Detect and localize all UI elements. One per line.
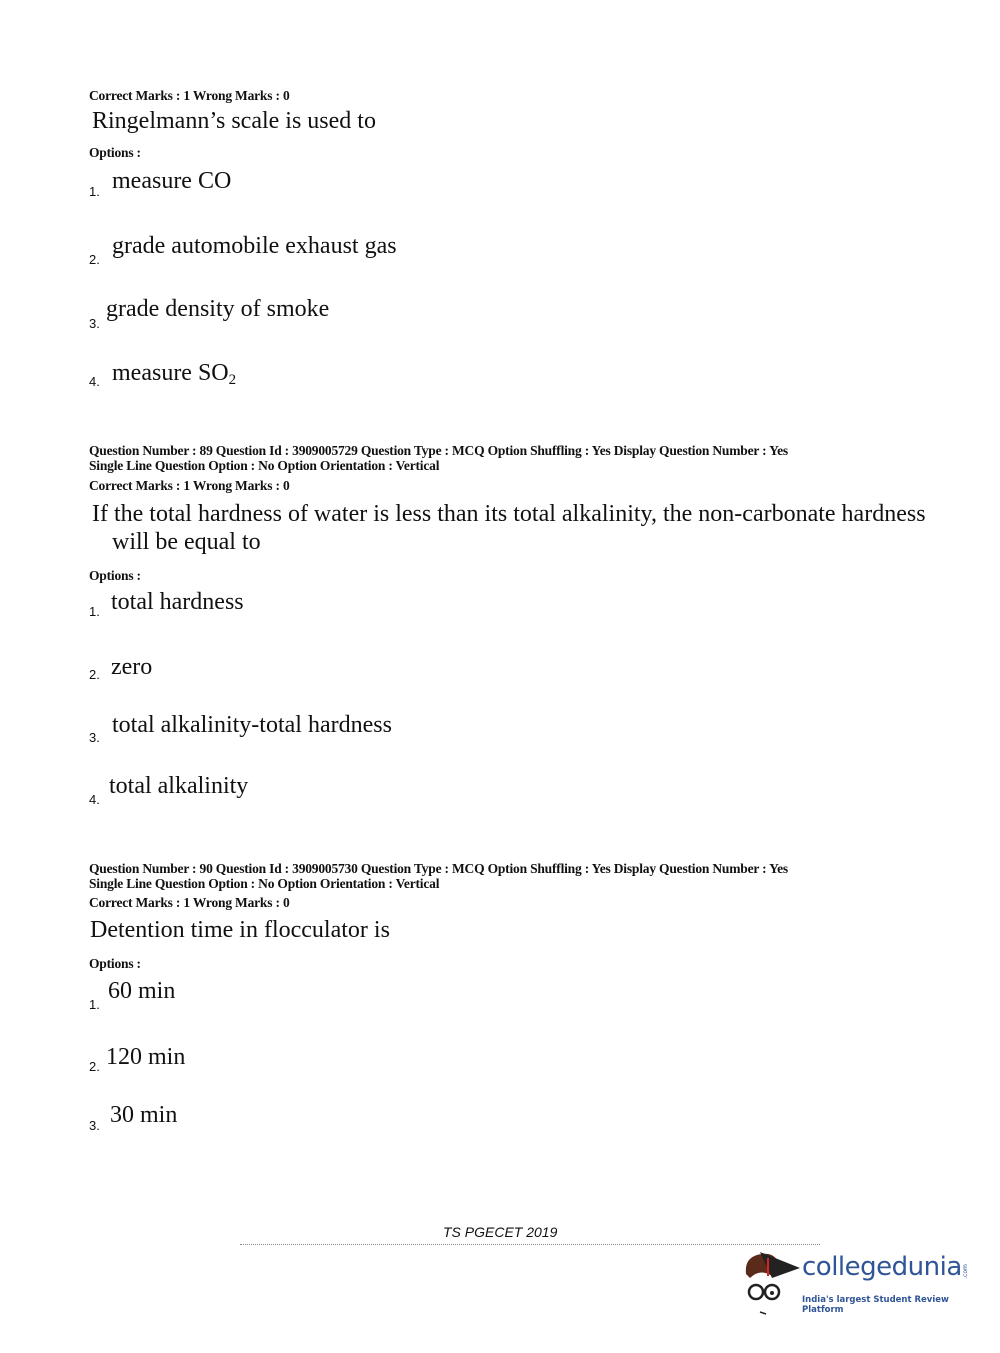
question-text: Detention time in flocculator is [90,917,390,943]
option-text: grade automobile exhaust gas [112,233,397,259]
options-label: Options : [89,145,141,160]
option-text: total hardness [111,589,244,615]
options-label: Options : [89,568,141,583]
option-number: 3. [89,1118,100,1133]
question-meta: Question Number : 89 Question Id : 3909005729 Question Type : MCQ Option Shuffling : Yes Display Question Number : Yes [89,443,788,458]
option-number: 3. [89,316,100,331]
option-text: measure CO [112,168,232,194]
logo-tagline: India's largest Student Review Platform [802,1295,949,1315]
option-number: 1. [89,604,100,619]
logo-brand: collegedunia [802,1252,962,1282]
option-text: 30 min [110,1102,178,1128]
option-text: 120 min [106,1044,186,1070]
question-text: Ringelmann’s scale is used to [92,108,376,134]
footer-divider [240,1244,820,1245]
question-text: If the total hardness of water is less than its total alkalinity, the non-carbonate hardness [92,501,926,527]
option-text: total alkalinity-total hardness [112,712,392,738]
collegedunia-logo [742,1246,972,1316]
option-text: 60 min [108,978,176,1004]
marks-line: Correct Marks : 1 Wrong Marks : 0 [89,88,290,103]
option-text-main: measure SO [112,360,229,386]
question-meta: Single Line Question Option : No Option Orientation : Vertical [89,458,440,473]
marks-line: Correct Marks : 1 Wrong Marks : 0 [89,895,290,910]
footer-text: TS PGECET 2019 [443,1224,558,1240]
option-number: 4. [89,792,100,807]
subscript: 2 [228,372,237,388]
question-text: will be equal to [112,529,261,555]
options-label: Options : [89,956,141,971]
option-number: 3. [89,730,100,745]
option-number: 2. [89,667,100,682]
option-text: grade density of smoke [106,296,330,322]
option-number: 4. [89,374,100,389]
option-text: total alkalinity [109,773,249,799]
option-text: zero [111,654,153,680]
marks-line: Correct Marks : 1 Wrong Marks : 0 [89,478,290,493]
mascot-icon [742,1246,802,1316]
option-text [112,361,236,388]
option-number: 2. [89,1059,100,1074]
question-meta: Question Number : 90 Question Id : 3909005730 Question Type : MCQ Option Shuffling : Yes Display Question Number : Yes [89,861,788,876]
option-number: 2. [89,252,100,267]
option-number: 1. [89,184,100,199]
logo-com: .com [961,1264,969,1279]
option-number: 1. [89,997,100,1012]
question-meta: Single Line Question Option : No Option Orientation : Vertical [89,876,440,891]
